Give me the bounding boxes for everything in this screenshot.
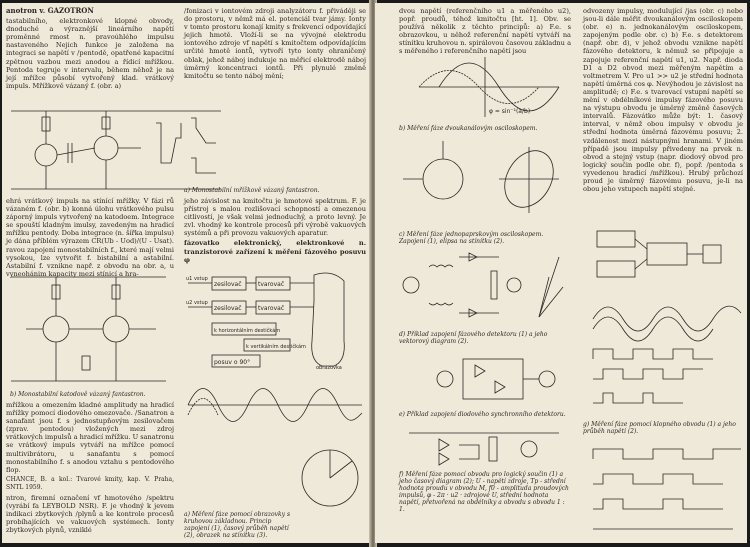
fig-f-caption: f) Měření fáze pomocí obvodu pro logický součin (1) a jeho časový diagram (2); U - napětí zdroje, Tp - střední hodnota proudu v obvodu M, f0 - amplituda proudových impulsů, φ - 2π · u2 · zdrojové U, střední hodnota napětí, přetvořená na obdélníky a obvodu s obvodu 1 : 1. (399, 471, 569, 513)
figure-timing-g (583, 299, 743, 419)
input-label-2: u2 vstup (186, 300, 208, 306)
left-page (2, 3, 371, 543)
paragraph-top-left: tastabilního, elektronkové klopné obvody, dnoduché a výraznější lineárního napětí proměnné rmost n. pravoúhlého impulsu nastaveného Nejich funkce je založena na integraci se napětí v /pentodě, opatřené kapacitní zpětnou vazbou mezi anodou a řídicí mřížkou. Pentoda tegruje v intervalu, během něhož je na její mřížce působí vytvořený klad. vrátkový impuls. Mřížkově vázaný f. (obr. a) (6, 17, 174, 90)
right-page-col-top (399, 7, 571, 58)
right-col-top (184, 7, 366, 82)
paragraph-right-top: dvou napětí (referenčního u1 a měřeného u2), popř. proudů, téhož kmitočtu [ht. 1]. Obv. se používá několik z těchto principů: a) F.e. s obrazovkou, u něhož referenční napětí vytváří na stínítku kruhovou n. spirálovou časovou základnu a s měřeného i referenčního napětí jsou (399, 7, 571, 56)
reference: CHANCE, B. a kol.: Tvarové kmity, kap. V. Praha, SNTL 1959. (6, 475, 174, 491)
fazovatko-title: fázovatko elektronický, elektronkové n. tranzistorové zařízení k měření fázového posuvu φ (184, 239, 366, 264)
figure-sine-waves (184, 375, 366, 435)
figure-logic-circuit (399, 425, 571, 469)
paragraph-right-col: odvozeny impulsy, modulující /jas (obr. c) nebo jsou-li dále měřit dvoukanálovým osciloskopem (obr. e) n. jednokanálovým osciloskopem, zapojeným podle obr. c) b) F.e. s detektorem (např. obr. d), v jehož obvodu vznikne napětí fázového detektoru, k němuž se připojuje a zapojuje referenční napětí u1, u2. Např. dioda D1 a D2 obvod mezi měřeným napětím a voltmetrem V. Pro u1 >> u2 je střední hodnota napětí úměrná cos φ. Nevýhodou je závislost na amplitudě; c) F.e. s tvarovací vstupní napětí se mění v obdélníkové impulsy fázového posuvu na výstupu obvodu je úměrný změně časových intervalů. Fázovátko může být: 1. časový interval, v němž obou impulsy v obvodu je střední hodnota úměrná fázovému posuvu; 2. vzdálenost mezi nástupnými hranami. V jiném případě jsou impulsy přivedeny na prvek n. obvod a stejný vstup (napr. diodový obvod pro logický součin podle obr. f), popř. /pentoda s vyvedenou hradicí /mřížkou). Hrubý průchozí proud je úměrný fázovému posuvu, je-li na obou jeho vstupech napětí stejné. (583, 7, 743, 194)
figure-flipflop-block (583, 225, 743, 295)
equation-phi: φ = sin⁻¹(a/b) (489, 108, 531, 115)
figure-phase-detector (399, 247, 571, 327)
right-page-col-right (583, 7, 743, 195)
page-header: anotron v. GAZOTRON (6, 6, 94, 15)
box-vertical: k vertikálním destičkám (246, 344, 306, 350)
right-col-mid (184, 197, 366, 266)
figure-timing-f2 (583, 439, 743, 539)
fig-circuit-caption: a) Měření fáze pomocí obrazovky s kruhovou základnou. Princip zapojení (1), časový průběh napětí (2), obrazek na stínítku (3). (184, 511, 291, 539)
fig-g-caption: g) Měření fáze pomocí klopného obvodu (1) a jeho průběh napětí (2). (583, 421, 736, 435)
figure-fantastron-a (6, 103, 231, 195)
box-zesilovac-1: zesilovač (214, 281, 242, 288)
paragraph-top-right: /fonizaci v iontovém zdroji analyzátoru f. přiváději se do prostoru, v němž má el. potenciál tvar jámy. Ionty v tomto prostoru konají kmity s frekvencí odpovídající jejich hmotě. Vloží-li se na vývojné elektrodu iontového zdroje vf napětí s kmitočtem odpovídajícím určité hmotě iontů, vytvoří tyto ionty ohraničený oblak, jehož náboj indukuje na měřicí elektrodě náboj úměrný koncentraci iontů. Při plynulé změně kmitočtu se tento náboj mění; (184, 7, 366, 80)
box-tvarovac-2: tvarovač (258, 305, 285, 312)
paragraph-fantastron: ntron, firemní označení vf hmotového /spektru (vyrábí fa LEYBOLD NSR). F. je vhodný k jevem indikaci zbytkových /plynů a ke kontrole procesů probíhajících ve vakuových systémech. Ionty zbytkových plynů, vzniklé (6, 494, 174, 535)
fig-a-caption: a) Monostabilní mřížkově vázaný fantastron. (184, 187, 320, 194)
figure-oscilloscope (399, 51, 571, 123)
left-col-bottom (6, 401, 174, 537)
figure-ellipse (399, 137, 571, 227)
input-label-1: u1 vstup (186, 276, 208, 282)
paragraph-mid-left: ehrá vrátkový impuls na stínící mřížky. V fázi rů vázaném f. (obr. b) konná úlohu vrátkového pulsu záporný impuls vytvořený na katodoem. Integrace se spouští kladným imulsy, zavedeným na hradicí mřížku pentody. Doba integrace (n. šířka impulsu) je dána příblém výrazem CR(Ub - Uod)/(U - Usat). ravou zapojení monostabilních f., které mají velmi vysokou, lze vytvořit f. bistabilní a astabilní. Astabilní f. vznikne např. z obvodu na obr. a, u vyneohánim kapacity mezi stínicí a hra- (6, 197, 174, 278)
fig-osc-caption: b) Měření fáze dvoukanálovým osciloskopem. (399, 125, 538, 132)
figure-fantastron-b (6, 271, 174, 389)
box-zesilovac-2: zesilovač (214, 305, 242, 312)
fig-sync-caption: e) Příklad zapojení diodového synchronního detektoru. (399, 411, 566, 418)
circuit-diagram-a (6, 103, 231, 195)
figure-sync-detector (435, 351, 571, 407)
fig-ellipse-caption: c) Měření fáze jednopaprskovým osciloskopem. Zapojení (1), elipsa na stínítku (2). (399, 231, 544, 245)
right-page (375, 3, 747, 543)
fig-b-caption: b) Monostabilní katodově vázaný fantastron. (10, 391, 146, 398)
figure-block-diagram (184, 271, 366, 371)
fig-phasedet-caption: d) Příklad zapojení fázového detektoru (1) a jeho vektorový diagram (2). (399, 331, 548, 345)
figure-circle (292, 443, 368, 513)
left-col-mid (6, 197, 174, 280)
box-horizontal: k horizontálním destičkám (214, 328, 281, 334)
box-tvarovac-1: tvarovač (258, 281, 285, 288)
paragraph-bottom-left: mřížkou a omezením kladné amplitudy na hradicí mřížky pomocí diodového omezovače. /Sanatron a sanafant jsou f. s jednostupňovým zesilovačem (zprav. pentodou) vložených mezi zdroj vrátkových impulsů a hradicí mřížku. U sanatronu se vrátkový impuls vytváří na mřížce pomocí multivibrátoru, u sanafantu s pomocí monostabilního f. s anodou vztahu s pentodového flop. (6, 401, 174, 474)
paragraph-mid-right: jeho závislost na kmitočtu je hmotové spektrum. F. je přístroj s malou rozlišovací schopností a omezenou citlivostí, je však velmi jednoduchý, a proto levný. Je zvl. vhodný ke kontrole procesů při výrobě vakuových systémů a při provozu vakuových aparatur. (184, 197, 366, 238)
obrazovka-label: obrazovka (316, 365, 342, 371)
box-posuv: posuv o 90° (214, 359, 251, 366)
left-col-top (6, 7, 174, 92)
